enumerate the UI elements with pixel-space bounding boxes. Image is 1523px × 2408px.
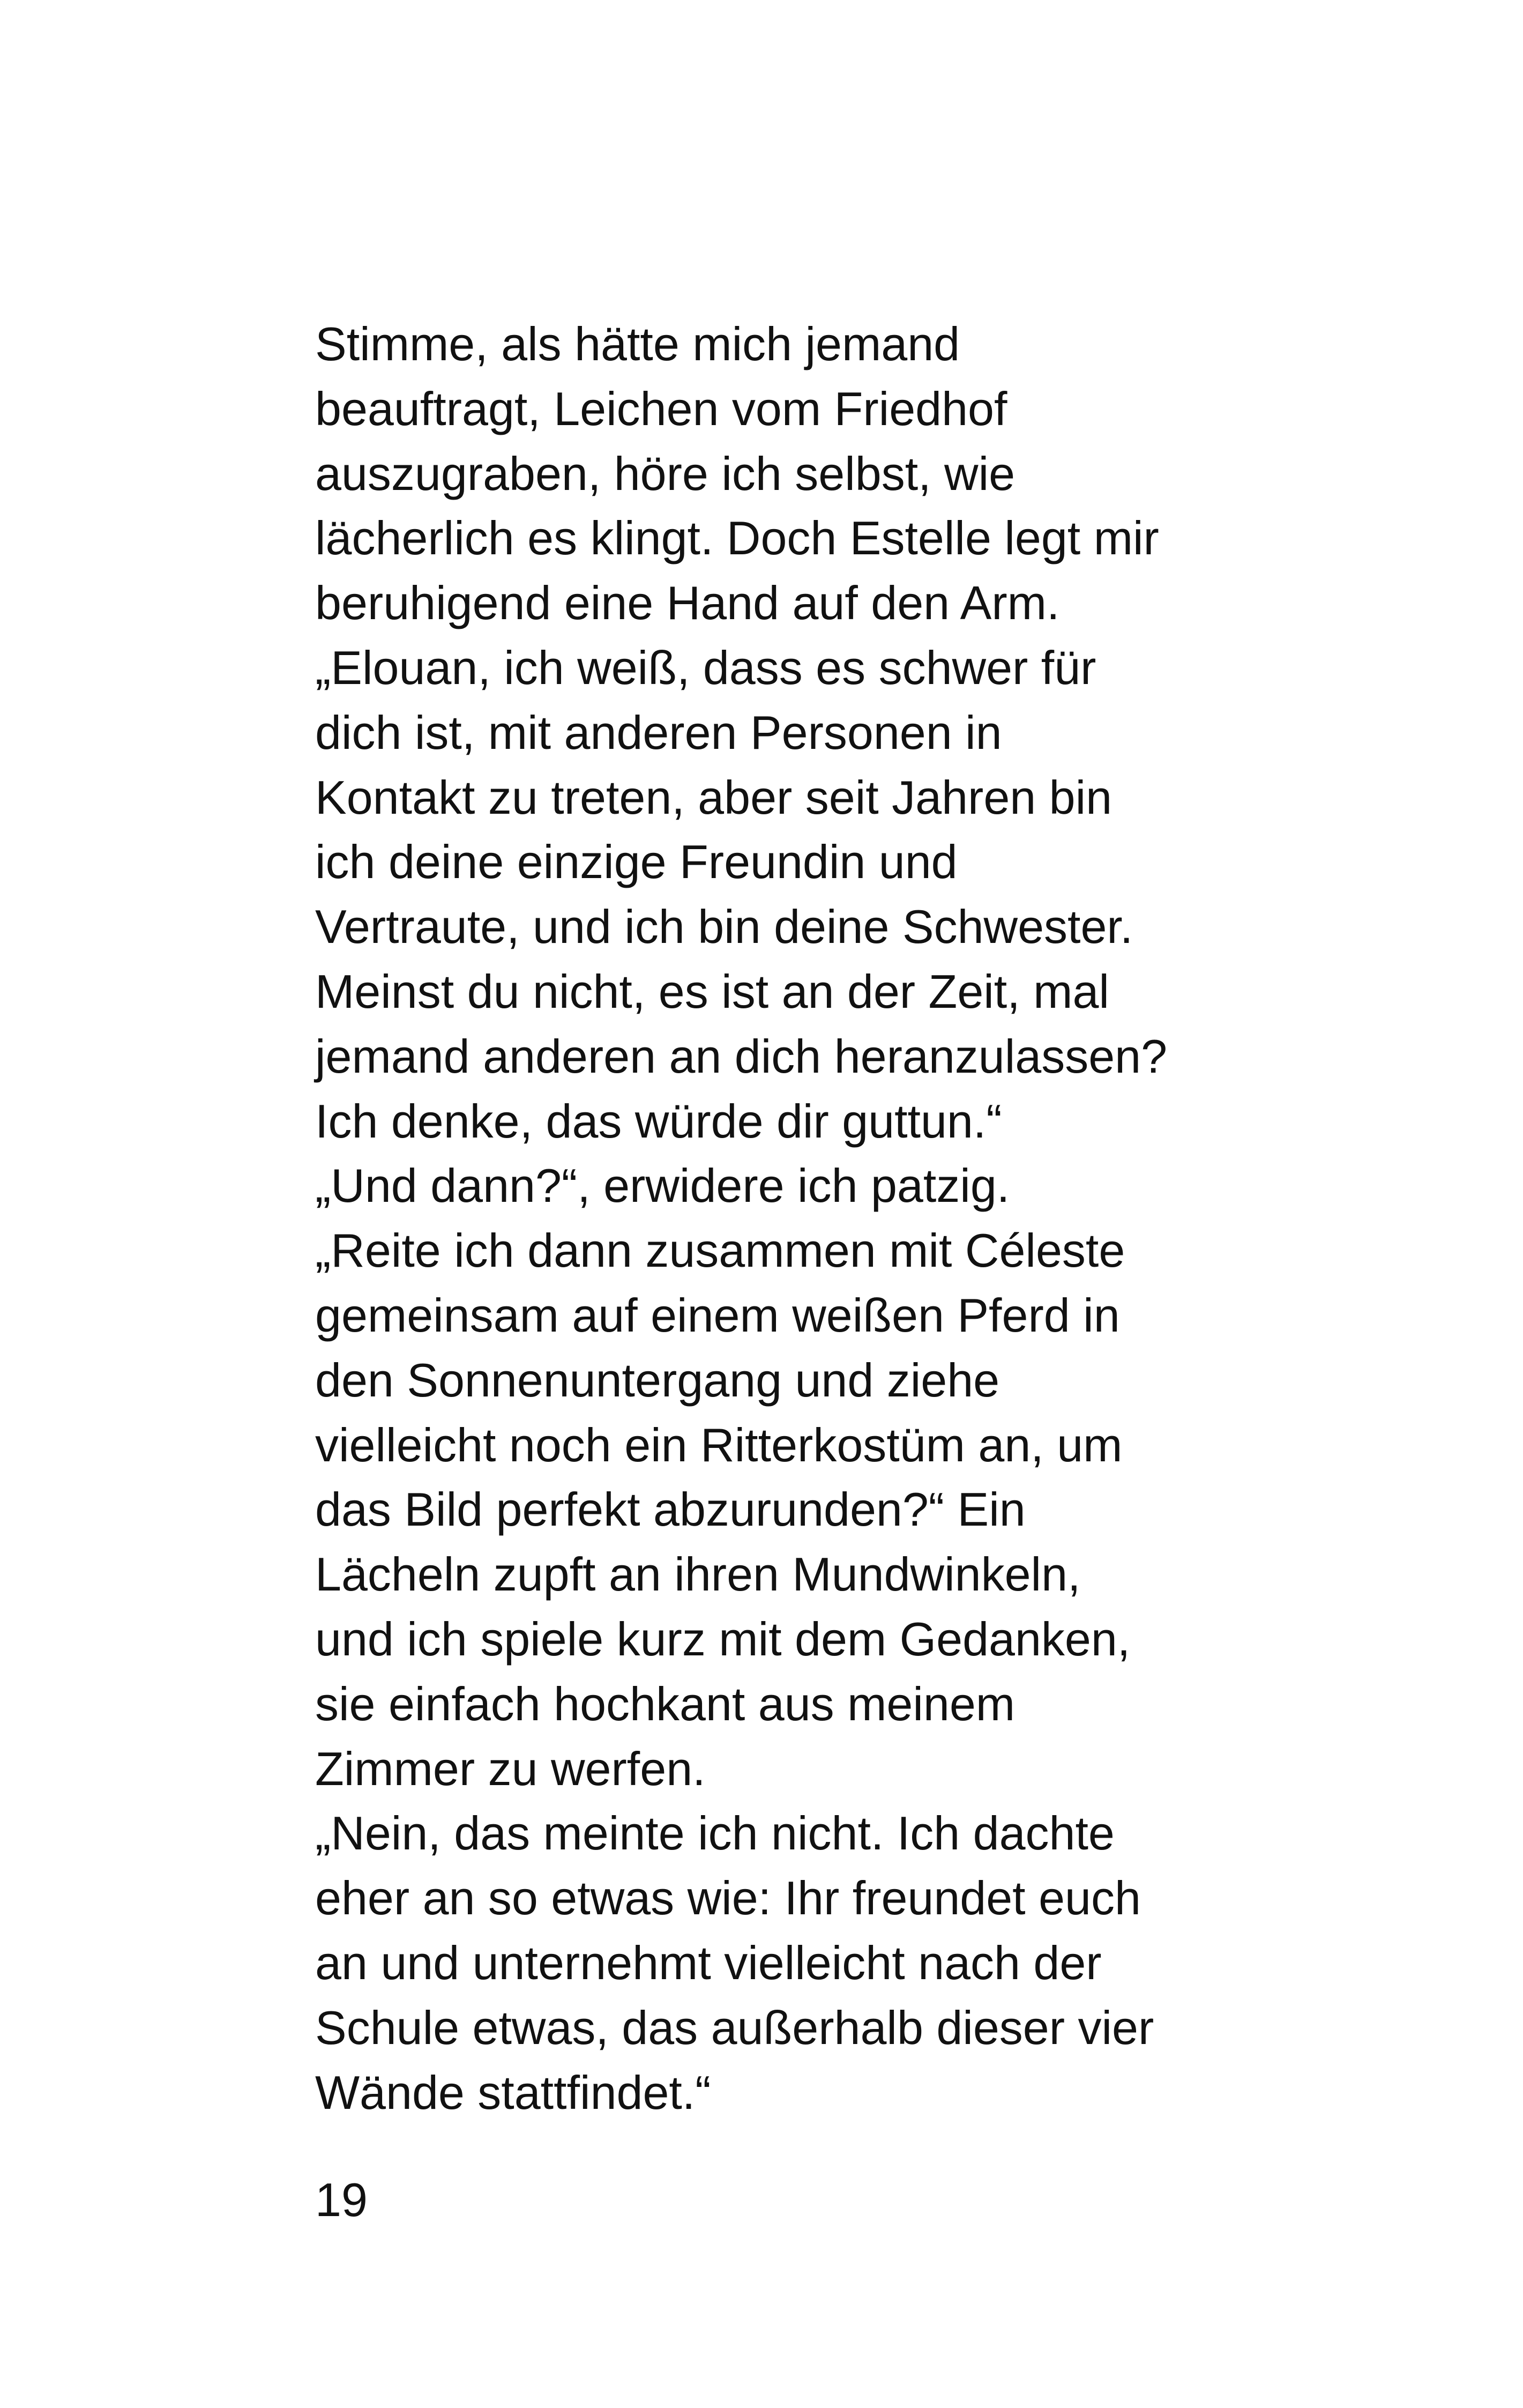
text-line: und ich spiele kurz mit dem Gedanken, (315, 1612, 1131, 1666)
text-line: auszugraben, höre ich selbst, wie (315, 447, 1016, 500)
text-line: Kontakt zu treten, aber seit Jahren bin (315, 770, 1113, 824)
text-line: lächerlich es klingt. Doch Estelle legt mir (315, 511, 1159, 565)
text-line: Lächeln zupft an ihren Mundwinkeln, (315, 1548, 1081, 1601)
text-line: „Reite ich dann zusammen mit Céleste (315, 1224, 1125, 1277)
text-line: Schule etwas, das außerhalb dieser vier (315, 2001, 1154, 2054)
text-line: Stimme, als hätte mich jemand (315, 317, 960, 370)
text-line: „Und dann?“, erwidere ich patzig. (315, 1159, 1010, 1213)
text-line: „Nein, das meinte ich nicht. Ich dachte (315, 1807, 1115, 1860)
page-number: 19 (315, 2173, 368, 2226)
text-line: Vertraute, und ich bin deine Schwester. (315, 900, 1133, 954)
text-line: beruhigend eine Hand auf den Arm. (315, 576, 1060, 630)
text-line: vielleicht noch ein Ritterkostüm an, um (315, 1418, 1123, 1471)
text-line: dich ist, mit anderen Personen in (315, 705, 1002, 759)
text-line: Ich denke, das würde dir guttun.“ (315, 1094, 1002, 1148)
text-line: den Sonnenuntergang und ziehe (315, 1353, 1000, 1407)
text-line: jemand anderen an dich heranzulassen? (315, 1029, 1168, 1083)
text-line: Zimmer zu werfen. (315, 1742, 706, 1795)
text-line: Meinst du nicht, es ist an der Zeit, mal (315, 964, 1109, 1018)
text-line: an und unternehmt vielleicht nach der (315, 1936, 1102, 1989)
text-line: Wände stattfindet.“ (315, 2065, 711, 2119)
text-line: eher an so etwas wie: Ihr freundet euch (315, 1871, 1141, 1925)
text-line: beauftragt, Leichen vom Friedhof (315, 382, 1007, 435)
text-line: sie einfach hochkant aus meinem (315, 1677, 1016, 1730)
text-line: „Elouan, ich weiß, dass es schwer für (315, 641, 1096, 694)
text-line: gemeinsam auf einem weißen Pferd in (315, 1288, 1120, 1342)
text-line: das Bild perfekt abzurunden?“ Ein (315, 1483, 1026, 1536)
text-line: ich deine einzige Freundin und (315, 835, 958, 889)
body-text (315, 312, 1237, 2125)
